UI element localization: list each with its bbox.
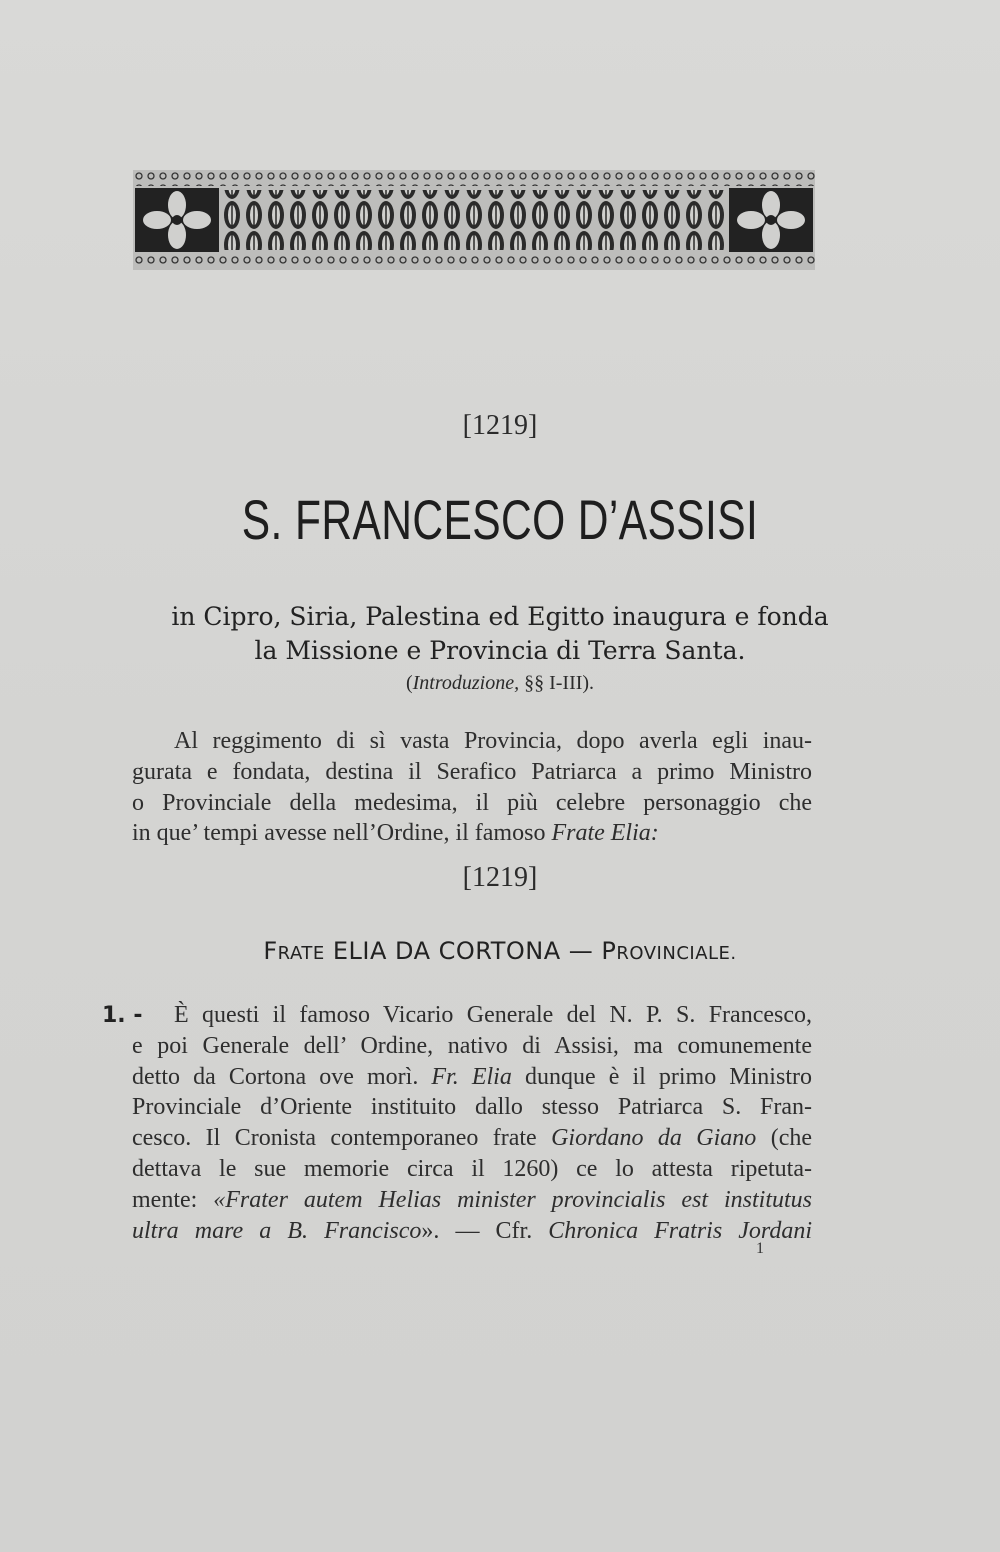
paragraph-line: È questi il famoso Vicario Generale del N. P. S. Francesco, xyxy=(174,1002,812,1028)
paragraph-italic: «Frater autem Helias minister provincialis est institutus xyxy=(213,1186,813,1213)
paragraph-text: mente: xyxy=(132,1186,214,1213)
intro-line-italic: Frate Elia: xyxy=(551,820,659,847)
introduction-reference xyxy=(0,672,1000,695)
paragraph-line xyxy=(132,1123,812,1154)
paragraph-italic: Giordano da Giano xyxy=(551,1125,757,1152)
intro-paragraph xyxy=(132,726,812,849)
paragraph-italic: Fr. Elia xyxy=(431,1063,512,1090)
intro-line-text: in que’ tempi avesse nell’Ordine, il famoso xyxy=(132,820,552,847)
paragraph-text: dunque è il primo Ministro xyxy=(511,1063,812,1090)
heading-small-caps: RATE xyxy=(277,943,325,964)
paragraph-italic: ultra mare a B. Francisco xyxy=(132,1217,422,1244)
paragraph-line: e poi Generale dell’ Ordine, nativo di Assisi, ma comunemente xyxy=(132,1032,812,1059)
reference-italic: Introduzione, xyxy=(412,672,520,694)
reference-rest: §§ I-III). xyxy=(519,672,595,694)
paragraph-text: ». — Cfr. xyxy=(421,1217,549,1244)
intro-line: Al reggimento di sì vasta Provincia, dopo averla egli inau- xyxy=(174,728,812,754)
subtitle-line-2: la Missione e Provincia di Terra Santa. xyxy=(254,636,746,665)
section-heading xyxy=(0,937,1000,965)
paragraph-number: 1. - xyxy=(102,1003,143,1028)
paragraph-line: dettava le sue memorie circa il 1260) ce lo attesta ripetuta- xyxy=(132,1155,812,1182)
reference-open: ( xyxy=(405,672,413,694)
paragraph-line: Provinciale d’Oriente instituito dallo stesso Patriarca S. Fran- xyxy=(132,1094,812,1121)
paragraph-line xyxy=(132,1062,812,1093)
paragraph-text: detto da Cortona ove morì. xyxy=(132,1063,432,1090)
intro-line xyxy=(132,818,812,849)
page-number: 1 xyxy=(756,1240,764,1257)
heading-small-caps: ROVINCIALE. xyxy=(616,943,737,964)
paragraph-line xyxy=(132,1185,812,1216)
year-heading-section: [1219] xyxy=(462,862,538,893)
chapter-title: S. FRANCESCO D’ASSISI xyxy=(241,488,759,551)
heading-initial: P xyxy=(601,937,617,965)
intro-line: gurata e fondata, destina il Serafico Patriarca a primo Ministro xyxy=(132,758,812,785)
paragraph-1 xyxy=(132,1000,812,1246)
paragraph-text: cesco. Il Cronista contemporaneo frate xyxy=(132,1125,552,1152)
decorative-header-band xyxy=(133,170,815,270)
subtitle-line-1: in Cipro, Siria, Palestina ed Egitto inaugura e fonda xyxy=(171,602,829,631)
paragraph-italic: Chronica Fratris Jordani xyxy=(548,1217,813,1244)
heading-name: ELIA DA CORTONA — xyxy=(324,937,602,965)
year-heading-top: [1219] xyxy=(462,410,538,441)
paragraph-text: (che xyxy=(756,1125,812,1152)
heading-initial: F xyxy=(263,937,278,965)
intro-line: o Provinciale della medesima, il più celebre personaggio che xyxy=(132,789,812,816)
paragraph-line xyxy=(132,1216,812,1247)
